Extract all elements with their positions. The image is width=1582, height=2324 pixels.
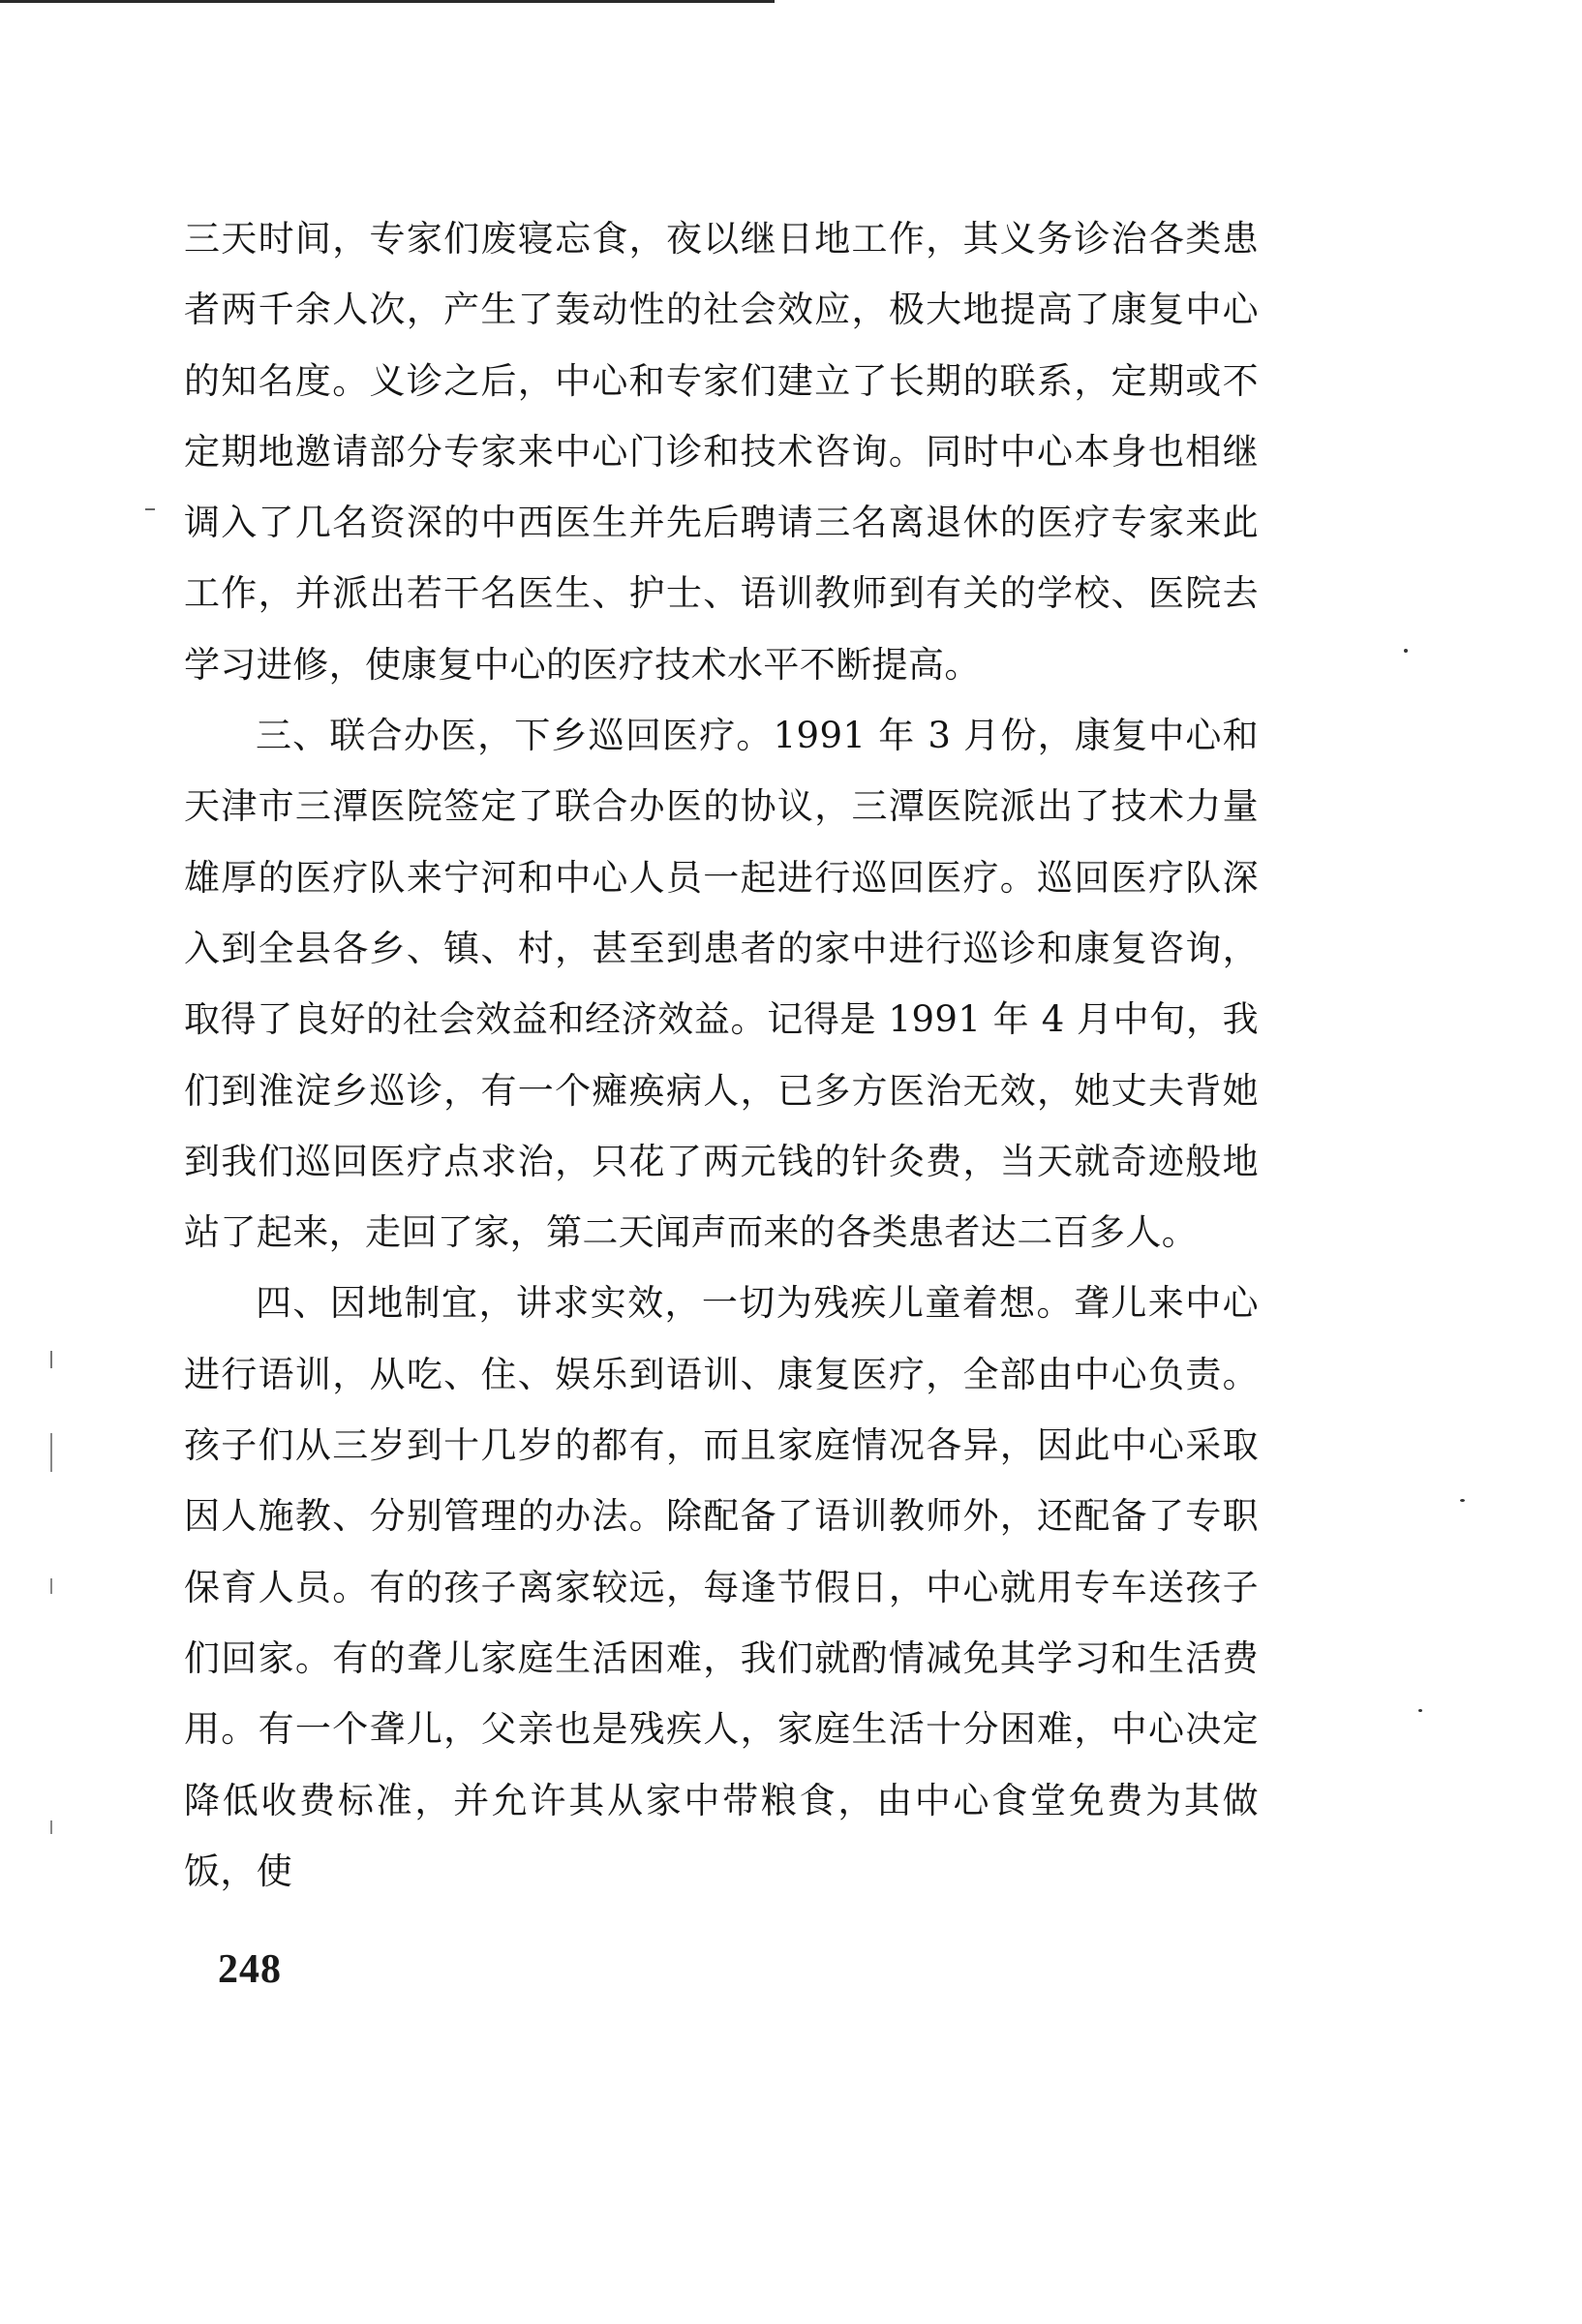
scan-mark xyxy=(145,508,155,510)
scan-mark xyxy=(50,1820,52,1834)
scan-speck xyxy=(1460,1499,1465,1502)
scan-mark xyxy=(50,1578,52,1594)
scan-mark xyxy=(50,1351,52,1368)
body-text xyxy=(184,203,1259,1907)
paragraph-section-4: 四、因地制宜，讲求实效，一切为残疾儿童着想。聋儿来中心进行语训，从吃、住、娱乐到语训、康复医疗，全部由中心负责。孩子们从三岁到十几岁的都有，而且家庭情况各异，因此中心采取因人施教、分别管理的办法。除配备了语训教师外，还配备了专职保育人员。有的孩子离家较远，每逢节假日，中心就用专车送孩子们回家。有的聋儿家庭生活困难，我们就酌情减免其学习和生活费用。有一个聋儿，父亲也是残疾人，家庭生活十分困难，中心决定降低收费标准，并允许其从家中带粮食，由中心食堂免费为其做饭，使 xyxy=(184,1282,1259,1892)
paragraph-section-3: 三、联合办医，下乡巡回医疗。1991 年 3 月份，康复中心和天津市三潭医院签定了联合办医的协议，三潭医院派出了技术力量雄厚的医疗队来宁河和中心人员一起进行巡回医疗。巡回医疗队深入到全县各乡、镇、村，甚至到患者的家中进行巡诊和康复咨询，取得了良好的社会效益和经济效益。记得是 1991 年 4 月中旬，我们到淮淀乡巡诊，有一个瘫痪病人，已多方医治无效，她丈夫背她到我们巡回医疗点求治，只花了两元钱的针灸费，当天就奇迹般地站了起来，走回了家，第二天闻声而来的各类患者达二百多人。 xyxy=(184,715,1259,1254)
scan-mark xyxy=(50,1433,52,1472)
scan-speck xyxy=(1418,1709,1422,1712)
paragraph-continuation: 三天时间，专家们废寝忘食，夜以继日地工作，其义务诊治各类患者两千余人次，产生了轰动性的社会效应，极大地提高了康复中心的知名度。义诊之后，中心和专家们建立了长期的联系，定期或不定期地邀请部分专家来中心门诊和技术咨询。同时中心本身也相继调入了几名资深的中西医生并先后聘请三名离退休的医疗专家来此工作，并派出若干名医生、护士、语训教师到有关的学校、医院去学习进修，使康复中心的医疗技术水平不断提高。 xyxy=(184,218,1259,686)
top-border-line xyxy=(0,0,775,3)
scan-speck xyxy=(1404,649,1408,653)
page-number: 248 xyxy=(218,1947,282,1992)
